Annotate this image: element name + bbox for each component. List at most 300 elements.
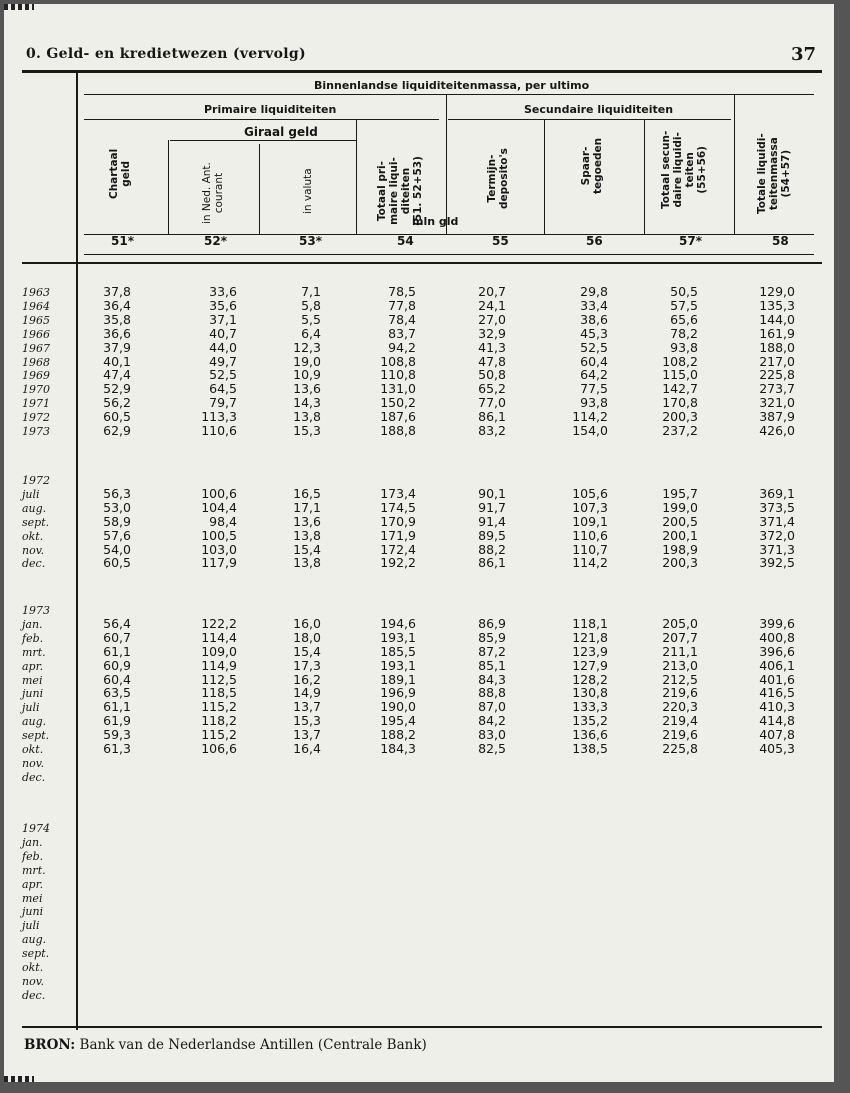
table-cell: 144,0 [759,311,795,327]
table-cell: 369,1 [759,485,795,501]
table-cell: 392,5 [759,555,795,571]
row-label: dec. [22,988,46,1002]
table-cell: 33,4 [580,297,608,313]
section-title: 0. Geld- en kredietwezen (vervolg) [26,46,306,62]
table-cell: 24,1 [478,297,506,313]
table-cell: 185,5 [380,643,416,659]
table-cell: 90,1 [478,485,506,501]
col-no-54: 54 [397,234,414,248]
giraal-header: Giraal geld [244,125,318,139]
table-cell: 199,0 [662,499,698,515]
table-cell: 118,2 [201,713,237,729]
table-cell: 170,8 [662,395,698,411]
col-no-53: 53* [299,234,322,248]
col-label-ned-ant-courant: in Ned. Ant. courant [201,162,225,224]
col-no-56: 56 [586,234,603,248]
colno-top-rule [84,234,814,235]
table-cell: 198,9 [662,541,698,557]
row-label: 1964 [22,299,50,313]
row-label: sept. [22,947,50,961]
table-cell: 50,5 [670,284,698,299]
table-cell: 44,0 [209,339,237,355]
row-label: 1968 [22,355,50,369]
table-cell: 114,2 [572,409,608,425]
row-label: jan. [22,835,43,849]
table-cell: 405,3 [759,741,795,756]
table-cell: 17,1 [293,499,321,515]
table-cell: 86,9 [478,615,506,631]
table-cell: 60,7 [103,629,131,645]
col-no-55: 55 [492,234,509,248]
top-rule [22,70,822,73]
row-label: aug. [22,501,47,515]
table-cell: 114,2 [572,555,608,571]
table-cell: 399,6 [759,615,795,631]
table-cell: 15,4 [293,643,321,659]
table-cell: 16,2 [293,671,321,687]
row-label: mrt. [22,863,46,877]
table-cell: 114,4 [201,629,237,645]
table-cell: 18,0 [293,629,321,645]
table-cell: 200,5 [662,513,698,529]
table-cell: 106,6 [201,741,237,756]
table-cell: 50,8 [478,367,506,383]
table-cell: 32,9 [478,325,506,341]
table-cell: 387,9 [759,409,795,425]
table-cell: 173,4 [380,485,416,501]
row-label: nov. [22,974,45,988]
row-label: mei [22,673,43,687]
table-cell: 47,8 [478,353,506,369]
table-cell: 27,0 [478,311,506,327]
table-cell: 112,5 [201,671,237,687]
table-cell: 16,5 [293,485,321,501]
secondary-header: Secundaire liquiditeiten [524,103,674,116]
table-cell: 15,3 [293,713,321,729]
table-cell: 40,7 [209,325,237,341]
vline-5 [544,119,545,234]
row-label: 1965 [22,313,50,327]
vline-2 [259,144,260,234]
table-cell: 194,6 [380,615,416,631]
table-cell: 83,2 [478,423,506,438]
table-cell: 192,2 [380,555,416,571]
table-cell: 19,0 [293,353,321,369]
table-cell: 211,1 [662,643,698,659]
table-cell: 401,6 [759,671,795,687]
row-label: mei [22,891,43,905]
row-label: 1967 [22,341,50,355]
table-cell: 189,1 [380,671,416,687]
row-label: juni [22,687,44,701]
table-cell: 47,4 [103,367,131,383]
table-cell: 113,3 [201,409,237,425]
table-cell: 52,5 [209,367,237,383]
table-cell: 196,9 [380,685,416,701]
table-cell: 64,5 [209,381,237,397]
row-label: 1969 [22,369,50,383]
binding-mark-top [4,4,34,10]
row-label: 1972 [22,474,50,487]
vline-4 [446,94,447,234]
row-label: 1974 [22,822,50,835]
table-cell: 13,7 [293,727,321,743]
table-cell: 57,6 [103,527,131,543]
table-cell: 38,6 [580,311,608,327]
vline-7 [734,94,735,234]
table-cell: 371,4 [759,513,795,529]
table-cell: 104,4 [201,499,237,515]
table-cell: 131,0 [380,381,416,397]
body-top-rule [22,262,822,264]
table-cell: 115,0 [662,367,698,383]
row-label: apr. [22,659,44,673]
source-footer [24,1037,427,1053]
table-cell: 135,3 [759,297,795,313]
table-cell: 407,8 [759,727,795,743]
row-label: nov. [22,756,45,770]
table-cell: 78,5 [388,284,416,299]
table-cell: 414,8 [759,713,795,729]
table-cell: 321,0 [759,395,795,411]
table-cell: 15,3 [293,423,321,438]
table-cell: 109,1 [572,513,608,529]
table-cell: 115,2 [201,699,237,715]
colno-bottom-rule [84,254,814,255]
table-cell: 200,3 [662,409,698,425]
table-cell: 212,5 [662,671,698,687]
table-cell: 109,0 [201,643,237,659]
col-label-totale-massa: Totale liquidi- teitenmassa (54+57) [756,133,792,214]
table-cell: 170,9 [380,513,416,529]
table-cell: 190,0 [380,699,416,715]
table-cell: 41,3 [478,339,506,355]
row-label: sept. [22,729,50,743]
bottom-rule [22,1026,822,1028]
table-cell: 15,4 [293,541,321,557]
row-label: 1963 [22,286,50,299]
table-cell: 56,3 [103,485,131,501]
col-no-58: 58 [772,234,789,248]
table-cell: 108,2 [662,353,698,369]
table-cell: 84,2 [478,713,506,729]
row-label: 1972 [22,411,50,425]
col-no-57: 57* [679,234,702,248]
table-cell: 136,6 [572,727,608,743]
table-cell: 65,2 [478,381,506,397]
row-label: juli [22,919,40,933]
table-cell: 10,9 [293,367,321,383]
table-cell: 372,0 [759,527,795,543]
primary-rule [84,119,439,120]
table-cell: 110,6 [201,423,237,438]
row-label: feb. [22,849,44,863]
table-cell: 184,3 [380,741,416,756]
table-cell: 200,3 [662,555,698,571]
table-cell: 129,0 [759,284,795,299]
table-cell: 237,2 [662,423,698,438]
table-cell: 63,5 [103,685,131,701]
table-cell: 35,8 [103,311,131,327]
col-no-51: 51* [111,234,134,248]
col-label-chartaal: Chartaal geld [108,148,132,199]
row-label: okt. [22,743,44,756]
table-cell: 40,1 [103,353,131,369]
table-cell: 5,8 [301,297,321,313]
super-header-rule [84,94,814,95]
row-label: nov. [22,543,45,557]
table-cell: 107,3 [572,499,608,515]
table-cell: 89,5 [478,527,506,543]
row-label: 1966 [22,327,50,341]
table-cell: 12,3 [293,339,321,355]
table-cell: 85,1 [478,657,506,673]
table-cell: 100,5 [201,527,237,543]
table-cell: 103,0 [201,541,237,557]
table-cell: 118,1 [572,615,608,631]
table-cell: 13,8 [293,527,321,543]
binding-mark-bottom [4,1076,34,1082]
table-cell: 56,2 [103,395,131,411]
row-label: 1973 [22,604,50,617]
table-cell: 91,7 [478,499,506,515]
row-label: juni [22,905,44,919]
table-cell: 213,0 [662,657,698,673]
primary-header: Primaire liquiditeiten [204,103,337,116]
table-cell: 88,8 [478,685,506,701]
table-cell: 13,8 [293,555,321,571]
table-cell: 110,8 [380,367,416,383]
table-cell: 58,9 [103,513,131,529]
table-cell: 60,5 [103,555,131,571]
table-cell: 16,4 [293,741,321,756]
table-cell: 154,0 [572,423,608,438]
table-cell: 5,5 [301,311,321,327]
table-cell: 60,4 [103,671,131,687]
table-cell: 142,7 [662,381,698,397]
table-cell: 406,1 [759,657,795,673]
row-label: aug. [22,715,47,729]
table-cell: 127,9 [572,657,608,673]
col-label-termijndeposito: Termijn- deposito's [486,148,510,209]
unit-label: mln gld [412,215,459,228]
table-cell: 13,6 [293,381,321,397]
row-label: 1973 [22,425,50,438]
table-cell: 122,2 [201,615,237,631]
table-cell: 78,4 [388,311,416,327]
table-cell: 13,6 [293,513,321,529]
table-cell: 56,4 [103,615,131,631]
table-cell: 77,0 [478,395,506,411]
table-cell: 114,9 [201,657,237,673]
table-cell: 7,1 [301,284,321,299]
table-cell: 138,5 [572,741,608,756]
col-label-spaartegoeden: Spaar- tegoeden [580,137,604,194]
table-cell: 219,6 [662,727,698,743]
source-label: BRON: [24,1037,76,1053]
table-cell: 36,4 [103,297,131,313]
table-cell: 33,6 [209,284,237,299]
table-cell: 61,1 [103,699,131,715]
table-cell: 57,5 [670,297,698,313]
table-cell: 130,8 [572,685,608,701]
page-number: 37 [790,44,816,65]
secondary-rule [448,119,731,120]
table-cell: 13,8 [293,409,321,425]
table-cell: 83,7 [388,325,416,341]
table-cell: 60,9 [103,657,131,673]
stub-divider [76,70,78,1030]
row-label: okt. [22,529,44,543]
table-cell: 121,8 [572,629,608,645]
table-cell: 273,7 [759,381,795,397]
table-cell: 13,7 [293,699,321,715]
table-cell: 49,7 [209,353,237,369]
table-cell: 426,0 [759,423,795,438]
row-label: apr. [22,877,44,891]
table-cell: 85,9 [478,629,506,645]
table-cell: 93,8 [580,395,608,411]
table-cell: 188,8 [380,423,416,438]
table-cell: 53,0 [103,499,131,515]
row-label: dec. [22,557,46,571]
col-label-totaal-primaire: Totaal pri- maire liqui- diteiten (51. 52+53) [376,156,424,226]
table-cell: 52,5 [580,339,608,355]
row-label: sept. [22,515,50,529]
table-cell: 84,3 [478,671,506,687]
table-cell: 400,8 [759,629,795,645]
table-cell: 77,5 [580,381,608,397]
table-cell: 62,9 [103,423,131,438]
table-cell: 79,7 [209,395,237,411]
table-cell: 36,6 [103,325,131,341]
table-cell: 37,8 [103,284,131,299]
table-cell: 219,6 [662,685,698,701]
table-cell: 60,5 [103,409,131,425]
table-cell: 117,9 [201,555,237,571]
table-cell: 115,2 [201,727,237,743]
row-label: juli [22,701,40,715]
table-cell: 94,2 [388,339,416,355]
table-cell: 161,9 [759,325,795,341]
table-cell: 16,0 [293,615,321,631]
table-cell: 187,6 [380,409,416,425]
table-cell: 64,2 [580,367,608,383]
table-cell: 188,0 [759,339,795,355]
col-no-52: 52* [204,234,227,248]
row-label: juli [22,487,40,501]
table-cell: 45,3 [580,325,608,341]
table-cell: 87,0 [478,699,506,715]
table-cell: 82,5 [478,741,506,756]
table-cell: 88,2 [478,541,506,557]
table-cell: 6,4 [301,325,321,341]
table-cell: 396,6 [759,643,795,659]
table-cell: 87,2 [478,643,506,659]
vline-1 [168,140,169,234]
table-cell: 52,9 [103,381,131,397]
table-cell: 29,8 [580,284,608,299]
table-cell: 100,6 [201,485,237,501]
table-cell: 77,8 [388,297,416,313]
table-cell: 219,4 [662,713,698,729]
table-cell: 195,4 [380,713,416,729]
table-cell: 105,6 [572,485,608,501]
table-cell: 225,8 [759,367,795,383]
table-cell: 37,9 [103,339,131,355]
table-cell: 207,7 [662,629,698,645]
table-cell: 195,7 [662,485,698,501]
table-cell: 61,3 [103,741,131,756]
table-cell: 17,3 [293,657,321,673]
row-label: mrt. [22,645,46,659]
table-cell: 110,6 [572,527,608,543]
table-cell: 123,9 [572,643,608,659]
table-cell: 135,2 [572,713,608,729]
table-cell: 61,9 [103,713,131,729]
table-cell: 373,5 [759,499,795,515]
row-label: aug. [22,933,47,947]
table-cell: 200,1 [662,527,698,543]
table-cell: 118,5 [201,685,237,701]
table-cell: 172,4 [380,541,416,557]
table-cell: 65,6 [670,311,698,327]
table-cell: 133,3 [572,699,608,715]
table-cell: 14,9 [293,685,321,701]
col-label-valuta: in valuta [302,168,314,214]
row-label: 1971 [22,397,50,411]
table-cell: 60,4 [580,353,608,369]
table-cell: 410,3 [759,699,795,715]
row-label: feb. [22,631,44,645]
table-cell: 193,1 [380,657,416,673]
table-cell: 217,0 [759,353,795,369]
table-cell: 171,9 [380,527,416,543]
table-cell: 93,8 [670,339,698,355]
table-cell: 98,4 [209,513,237,529]
table-cell: 416,5 [759,685,795,701]
vline-3 [356,119,357,234]
table-cell: 37,1 [209,311,237,327]
table-cell: 205,0 [662,615,698,631]
table-cell: 188,2 [380,727,416,743]
table-cell: 59,3 [103,727,131,743]
table-cell: 78,2 [670,325,698,341]
row-label: jan. [22,617,43,631]
table-cell: 174,5 [380,499,416,515]
table-cell: 220,3 [662,699,698,715]
source-text: Bank van de Nederlandse Antillen (Centrale Bank) [79,1037,427,1053]
page-sheet [4,4,834,1082]
table-cell: 86,1 [478,555,506,571]
super-header: Binnenlandse liquiditeitenmassa, per ultimo [314,79,590,92]
vline-6 [644,119,645,234]
col-label-totaal-secundaire: Totaal secun- daire liquidi- teiten (55+56) [660,130,708,209]
table-cell: 35,6 [209,297,237,313]
table-cell: 14,3 [293,395,321,411]
table-cell: 150,2 [380,395,416,411]
row-label: okt. [22,961,44,974]
giraal-rule [170,140,356,141]
table-cell: 20,7 [478,284,506,299]
table-cell: 86,1 [478,409,506,425]
table-cell: 193,1 [380,629,416,645]
table-cell: 225,8 [662,741,698,756]
table-cell: 110,7 [572,541,608,557]
table-cell: 91,4 [478,513,506,529]
row-label: dec. [22,770,46,784]
table-cell: 108,8 [380,353,416,369]
